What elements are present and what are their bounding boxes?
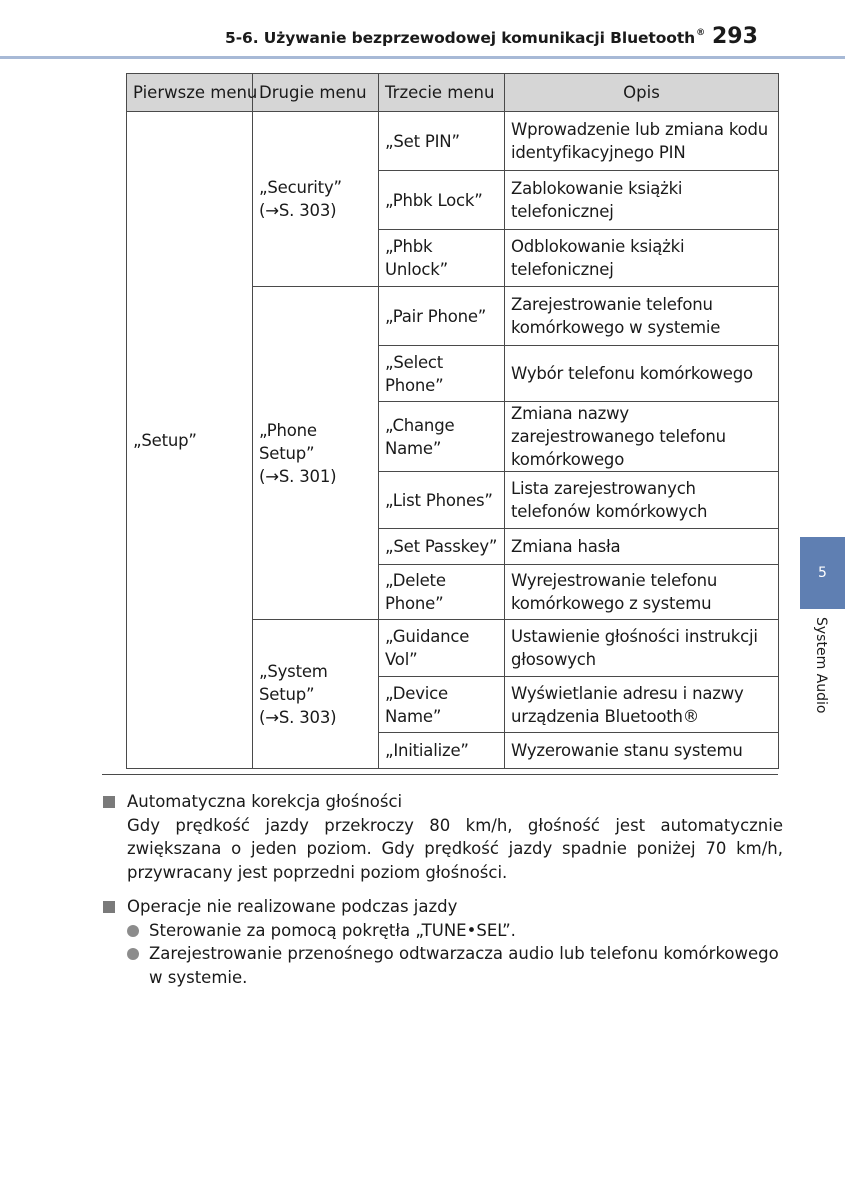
note-heading (103, 895, 783, 919)
second-menu-cell (253, 287, 379, 620)
third-menu-cell: „Set PIN” (379, 112, 505, 171)
header-first-menu: Pierwsze menu (127, 74, 253, 112)
third-menu-cell: „Initialize” (379, 733, 505, 769)
third-menu-cell: „Select Phone” (379, 346, 505, 402)
description-cell: Zmiana hasła (505, 529, 779, 565)
description-cell: Zablokowanie książki telefonicznej (505, 171, 779, 230)
second-menu-label: „System Setup” (→S. 303) (259, 661, 337, 727)
second-menu-label: „Phone Setup” (→S. 301) (259, 420, 337, 486)
list-item-text: Zarejestrowanie przenośnego odtwarzacza audio lub telefonu komórkowego w systemie. (149, 944, 779, 987)
second-menu-label: „Security” (→S. 303) (259, 178, 342, 220)
description-cell: Lista zarejestrowanych telefonów komórkowych (505, 472, 779, 529)
table-header-row (127, 74, 779, 112)
note-body-text: Gdy prędkość jazdy przekroczy 80 km/h, głośność jest automatycznie zwiększana o jeden poziom. Gdy prędkość jazdy spadnie poniżej 70 km/h, przywracany jest poprzedni poziom głośności. (127, 815, 783, 882)
note-heading (103, 790, 783, 814)
note-driving-restrictions (103, 895, 783, 989)
third-menu-cell: „Pair Phone” (379, 287, 505, 346)
square-bullet-icon (103, 796, 115, 808)
chapter-number: 5 (818, 565, 827, 581)
table-row (127, 112, 779, 171)
header-description: Opis (505, 74, 779, 112)
header-rule (0, 56, 845, 59)
description-cell: Ustawienie głośności instrukcji głosowych (505, 620, 779, 677)
description-cell: Zmiana nazwy zarejestrowanego telefonu komórkowego (505, 402, 779, 472)
third-menu-cell: „List Phones” (379, 472, 505, 529)
header-second-menu: Drugie menu (253, 74, 379, 112)
list-item (103, 942, 783, 989)
third-menu-cell: „Set Passkey” (379, 529, 505, 565)
third-menu-cell: „Phbk Lock” (379, 171, 505, 230)
third-menu-cell: „Guidance Vol” (379, 620, 505, 677)
list-item (103, 919, 783, 943)
chapter-tab (800, 537, 845, 609)
section-divider (102, 774, 778, 775)
chapter-label: System Audio (813, 617, 829, 714)
description-cell: Zarejestrowanie telefonu komórkowego w systemie (505, 287, 779, 346)
registered-mark: ® (696, 28, 705, 38)
third-menu-cell: „Delete Phone” (379, 565, 505, 620)
note-heading-text: Automatyczna korekcja głośności (127, 792, 403, 811)
description-cell: Wyrejestrowanie telefonu komórkowego z systemu (505, 565, 779, 620)
second-menu-cell (253, 620, 379, 769)
page-number: 293 (712, 24, 758, 49)
note-volume-correction (103, 790, 783, 884)
header-third-menu: Trzecie menu (379, 74, 505, 112)
third-menu-cell: „Change Name” (379, 402, 505, 472)
circle-bullet-icon (127, 925, 139, 937)
menu-table (126, 73, 779, 769)
third-menu-cell: „Device Name” (379, 677, 505, 733)
first-menu-cell: „Setup” (127, 112, 253, 769)
list-item-text: Sterowanie za pomocą pokrętła „TUNE•SEL”. (149, 920, 516, 940)
circle-bullet-icon (127, 948, 139, 960)
square-bullet-icon (103, 901, 115, 913)
description-cell: Wyświetlanie adresu i nazwy urządzenia Bluetooth® (505, 677, 779, 733)
header-title-text: 5-6. Używanie bezprzewodowej komunikacji Bluetooth (225, 29, 696, 47)
page-header-title (200, 29, 705, 47)
description-cell: Wyzerowanie stanu systemu (505, 733, 779, 769)
description-cell: Wybór telefonu komórkowego (505, 346, 779, 402)
description-cell: Wprowadzenie lub zmiana kodu identyfikacyjnego PIN (505, 112, 779, 171)
description-cell: Odblokowanie książki telefonicznej (505, 230, 779, 287)
note-heading-text: Operacje nie realizowane podczas jazdy (127, 897, 458, 916)
third-menu-cell: „Phbk Unlock” (379, 230, 505, 287)
second-menu-cell (253, 112, 379, 287)
